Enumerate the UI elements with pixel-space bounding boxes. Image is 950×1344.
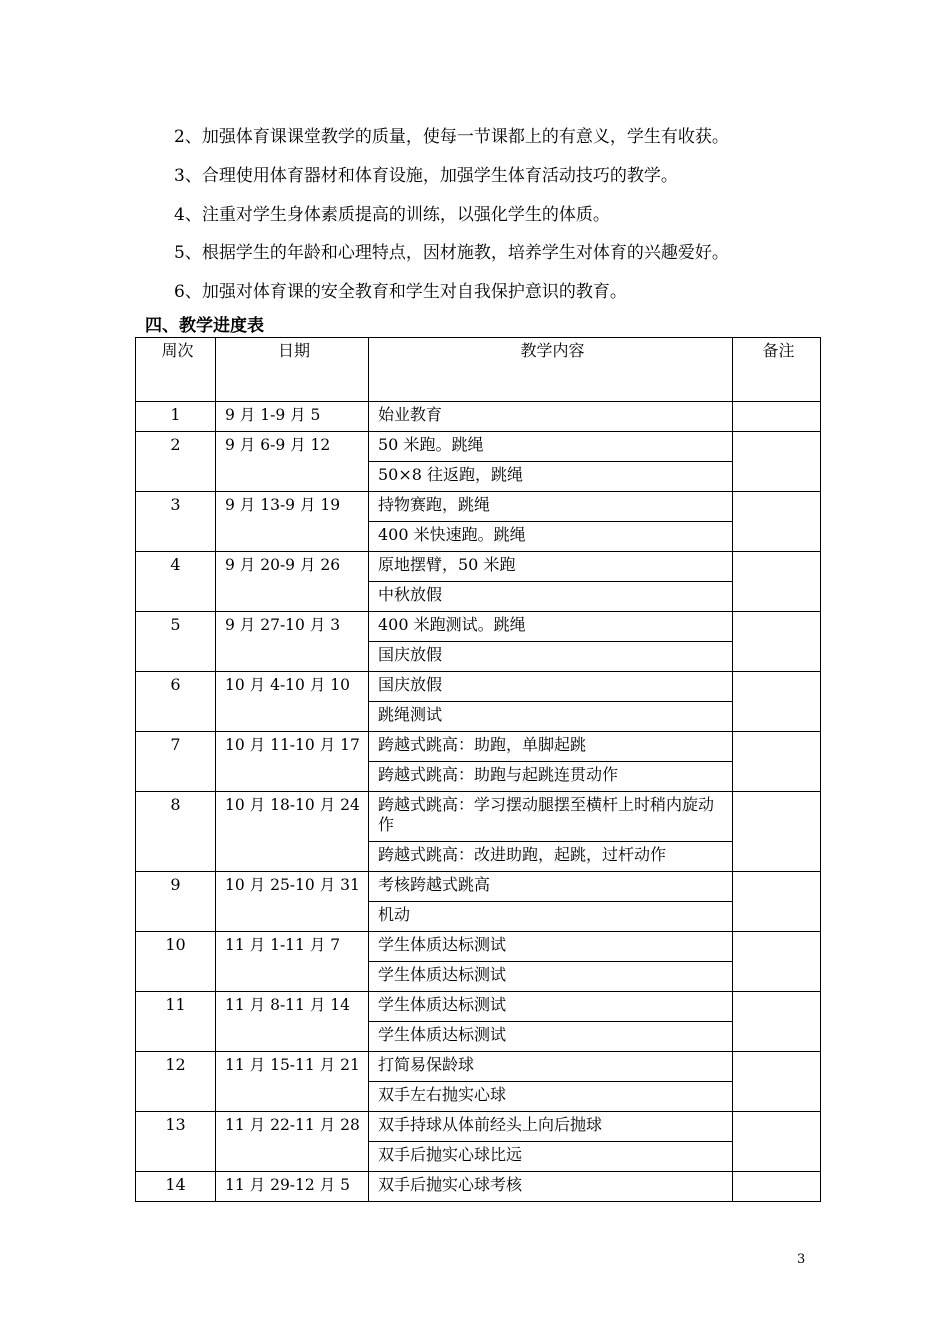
remark-cell xyxy=(733,402,821,432)
content-cell: 400 米快速跑。跳绳 xyxy=(369,522,733,552)
date-cell: 10 月 11-10 月 17 xyxy=(216,732,369,792)
remark-cell xyxy=(733,932,821,992)
table-row xyxy=(136,1052,821,1082)
table-row xyxy=(136,492,821,522)
date-cell: 11 月 29-12 月 5 xyxy=(216,1172,369,1202)
table-row xyxy=(136,792,821,842)
week-cell: 11 xyxy=(136,992,216,1052)
content-cell: 持物赛跑，跳绳 xyxy=(369,492,733,522)
header-remark: 备注 xyxy=(733,338,821,402)
content-cell: 双手持球从体前经头上向后抛球 xyxy=(369,1112,733,1142)
paragraph-3: 3、合理使用体育器材和体育设施，加强学生体育活动技巧的教学。 xyxy=(174,166,678,186)
week-cell: 10 xyxy=(136,932,216,992)
table-row xyxy=(136,1172,821,1202)
table-row xyxy=(136,872,821,902)
table-row xyxy=(136,992,821,1022)
content-cell: 50×8 往返跑，跳绳 xyxy=(369,462,733,492)
content-cell: 400 米跑测试。跳绳 xyxy=(369,612,733,642)
content-cell: 50 米跑。跳绳 xyxy=(369,432,733,462)
content-cell: 双手左右抛实心球 xyxy=(369,1082,733,1112)
content-cell: 国庆放假 xyxy=(369,642,733,672)
remark-cell xyxy=(733,732,821,792)
date-cell: 9 月 6-9 月 12 xyxy=(216,432,369,492)
date-cell: 10 月 25-10 月 31 xyxy=(216,872,369,932)
remark-cell xyxy=(733,672,821,732)
table-row xyxy=(136,432,821,462)
content-cell: 双手后抛实心球考核 xyxy=(369,1172,733,1202)
paragraph-4: 4、注重对学生身体素质提高的训练，以强化学生的体质。 xyxy=(174,205,610,225)
paragraph-6: 6、加强对体育课的安全教育和学生对自我保护意识的教育。 xyxy=(174,282,627,302)
remark-cell xyxy=(733,612,821,672)
week-cell: 9 xyxy=(136,872,216,932)
week-cell: 1 xyxy=(136,402,216,432)
remark-cell xyxy=(733,872,821,932)
content-cell: 机动 xyxy=(369,902,733,932)
content-cell: 原地摆臂，50 米跑 xyxy=(369,552,733,582)
week-cell: 2 xyxy=(136,432,216,492)
table-row xyxy=(136,732,821,762)
content-cell: 学生体质达标测试 xyxy=(369,932,733,962)
table-header-row xyxy=(136,338,821,402)
date-cell: 9 月 13-9 月 19 xyxy=(216,492,369,552)
content-cell: 中秋放假 xyxy=(369,582,733,612)
week-cell: 5 xyxy=(136,612,216,672)
remark-cell xyxy=(733,552,821,612)
remark-cell xyxy=(733,1172,821,1202)
week-cell: 3 xyxy=(136,492,216,552)
week-cell: 8 xyxy=(136,792,216,872)
remark-cell xyxy=(733,792,821,872)
content-cell: 跨越式跳高：改进助跑，起跳，过杆动作 xyxy=(369,842,733,872)
week-cell: 6 xyxy=(136,672,216,732)
remark-cell xyxy=(733,1052,821,1112)
header-date: 日期 xyxy=(216,338,369,402)
date-cell: 11 月 1-11 月 7 xyxy=(216,932,369,992)
date-cell: 11 月 15-11 月 21 xyxy=(216,1052,369,1112)
date-cell: 9 月 27-10 月 3 xyxy=(216,612,369,672)
header-week: 周次 xyxy=(136,338,216,402)
paragraph-5: 5、根据学生的年龄和心理特点，因材施教，培养学生对体育的兴趣爱好。 xyxy=(174,243,729,263)
content-cell: 跨越式跳高：助跑，单脚起跳 xyxy=(369,732,733,762)
content-cell: 跨越式跳高：学习摆动腿摆至横杆上时稍内旋动作 xyxy=(369,792,733,842)
table-row xyxy=(136,552,821,582)
table-row xyxy=(136,672,821,702)
date-cell: 11 月 8-11 月 14 xyxy=(216,992,369,1052)
content-cell: 考核跨越式跳高 xyxy=(369,872,733,902)
date-cell: 10 月 4-10 月 10 xyxy=(216,672,369,732)
table-row xyxy=(136,612,821,642)
week-cell: 12 xyxy=(136,1052,216,1112)
schedule-table xyxy=(135,337,821,1202)
week-cell: 13 xyxy=(136,1112,216,1172)
content-cell: 学生体质达标测试 xyxy=(369,1022,733,1052)
week-cell: 7 xyxy=(136,732,216,792)
content-cell: 打简易保龄球 xyxy=(369,1052,733,1082)
remark-cell xyxy=(733,992,821,1052)
remark-cell xyxy=(733,492,821,552)
date-cell: 10 月 18-10 月 24 xyxy=(216,792,369,872)
content-cell: 始业教育 xyxy=(369,402,733,432)
page-number: 3 xyxy=(797,1252,806,1267)
week-cell: 14 xyxy=(136,1172,216,1202)
week-cell: 4 xyxy=(136,552,216,612)
content-cell: 跨越式跳高：助跑与起跳连贯动作 xyxy=(369,762,733,792)
paragraph-2: 2、加强体育课课堂教学的质量，使每一节课都上的有意义，学生有收获。 xyxy=(174,127,729,147)
content-cell: 学生体质达标测试 xyxy=(369,992,733,1022)
table-row xyxy=(136,932,821,962)
date-cell: 9 月 1-9 月 5 xyxy=(216,402,369,432)
table-row xyxy=(136,402,821,432)
content-cell: 国庆放假 xyxy=(369,672,733,702)
remark-cell xyxy=(733,432,821,492)
table-row xyxy=(136,1112,821,1142)
date-cell: 9 月 20-9 月 26 xyxy=(216,552,369,612)
content-cell: 学生体质达标测试 xyxy=(369,962,733,992)
content-cell: 双手后抛实心球比远 xyxy=(369,1142,733,1172)
content-cell: 跳绳测试 xyxy=(369,702,733,732)
date-cell: 11 月 22-11 月 28 xyxy=(216,1112,369,1172)
remark-cell xyxy=(733,1112,821,1172)
section-title: 四、教学进度表 xyxy=(145,316,264,336)
header-content: 教学内容 xyxy=(369,338,733,402)
